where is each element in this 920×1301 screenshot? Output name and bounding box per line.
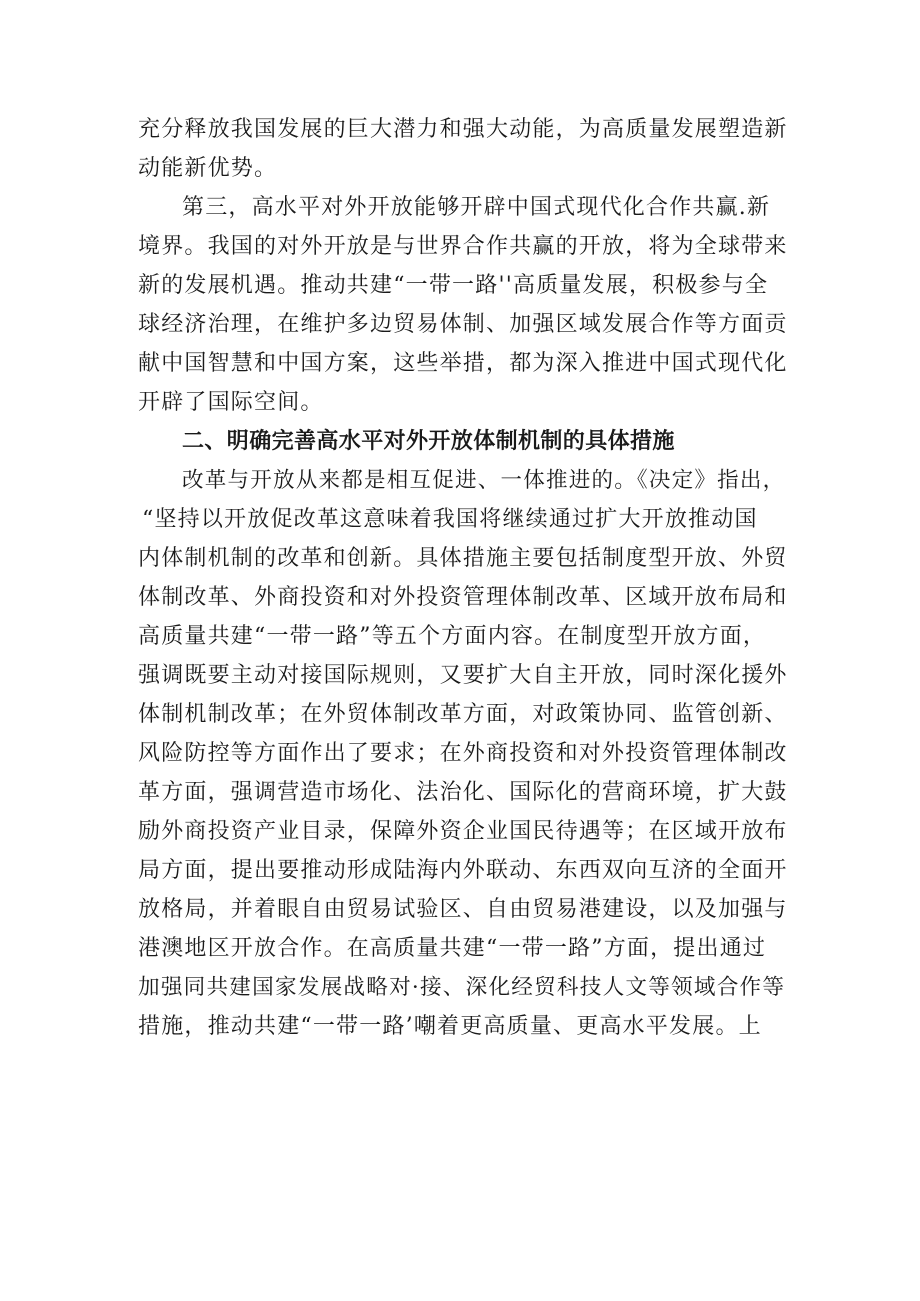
text-line: 动能新优势。 bbox=[138, 156, 278, 181]
text-line: 局方面，提出要推动形成陆海内外联动、东西双向互济的全面开 bbox=[138, 858, 788, 883]
text-line: 体制机制改革；在外贸体制改革方面，对政策协同、监管创新、 bbox=[138, 702, 788, 727]
text-line: 境界。我国的对外开放是与世界合作共赢的开放，将为全球带来 bbox=[138, 234, 788, 259]
text-line: 港澳地区开放合作。在高质量共建“一带一路”方面，提出通过 bbox=[138, 936, 767, 961]
text-line: 献中国智慧和中国方案，这些举措，都为深入推进中国式现代化 bbox=[138, 351, 788, 376]
text-line: 球经济治理，在维护多边贸易体制、加强区域发展合作等方面贡 bbox=[138, 312, 788, 337]
paragraph-start-line: 第三，高水平对外开放能够开辟中国式现代化合作共赢.新 bbox=[182, 195, 771, 220]
text-line: 措施，推动共建“一带一路’嘲着更高质量、更高水平发展。上 bbox=[138, 1014, 762, 1039]
text-line: 新的发展机遇。推动共建“一带一路''高质量发展，积极参与全 bbox=[138, 273, 769, 298]
text-line: 高质量共建“一带一路”等五个方面内容。在制度型开放方面， bbox=[138, 624, 767, 649]
body-text bbox=[138, 110, 788, 1046]
text-line: 内体制机制的改革和创新。具体措施主要包括制度型开放、外贸 bbox=[138, 546, 788, 571]
text-line: 风险防控等方面作出了要求；在外商投资和对外投资管理体制改 bbox=[138, 741, 788, 766]
paragraph-start-line: 改革与开放从来都是相互促进、一体推进的。《决定》指出， bbox=[182, 468, 786, 493]
text-line: 放格局，并着眼自由贸易试验区、自由贸易港建设，以及加强与 bbox=[138, 897, 788, 922]
text-line: 体制改革、外商投资和对外投资管理体制改革、区域开放布局和 bbox=[138, 585, 788, 610]
text-line: “坚持以开放促改革这意味着我国将继续通过扩大开放推动国 bbox=[142, 507, 758, 532]
text-line: 革方面，强调营造市场化、法治化、国际化的营商环境，扩大鼓 bbox=[138, 780, 788, 805]
section-heading: 二、明确完善高水平对外开放体制机制的具体措施 bbox=[182, 429, 675, 454]
text-line: 充分释放我国发展的巨大潜力和强大动能，为高质量发展塑造新 bbox=[138, 117, 788, 142]
text-line: 开辟了国际空间。 bbox=[138, 390, 324, 415]
text-line: 加强同共建国家发展战略对·接、深化经贸科技人文等领域合作等 bbox=[138, 975, 786, 1000]
text-line: 强调既要主动对接国际规则，又要扩大自主开放，同时深化援外 bbox=[138, 663, 788, 688]
text-line: 励外商投资产业目录，保障外资企业国民待遇等；在区域开放布 bbox=[138, 819, 788, 844]
